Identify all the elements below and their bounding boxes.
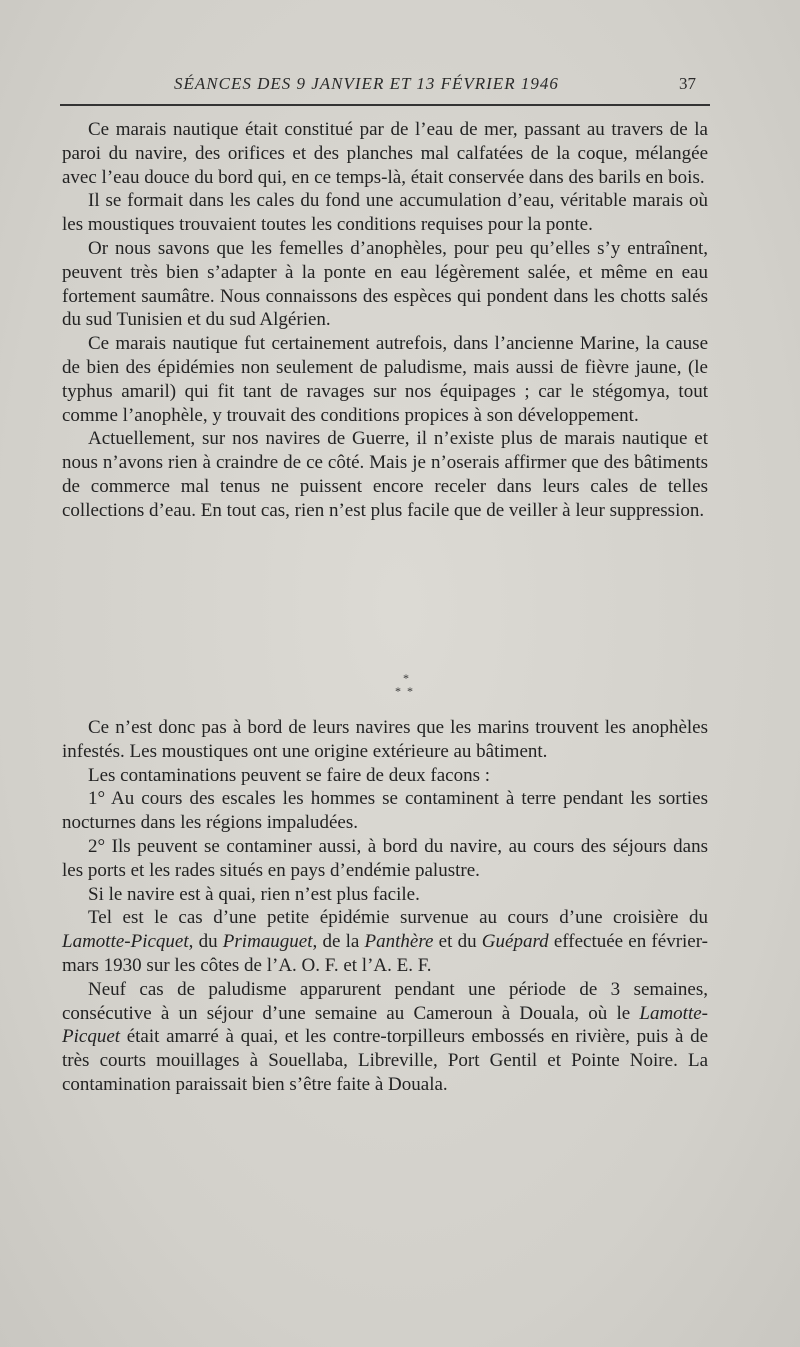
- ship-name: Lamotte-Picquet: [62, 931, 189, 953]
- paragraph: [62, 978, 708, 1097]
- paragraph: Ce marais nautique fut certainement autrefois, dans l’ancienne Marine, la cause de bien des épidémies non seulement de paludisme, mais aussi de fièvre jaune, (le typhus amaril) qui fit tant de ravages sur nos équipages ; car le stégomya, tout comme l’anophèle, y trouvait des conditions propices à son développement.: [62, 333, 708, 426]
- paragraph: Actuellement, sur nos navires de Guerre, il n’existe plus de marais nautique et nous n’avons rien à craindre de ce côté. Mais je n’oserais affirmer que des bâtiments de commerce mal tenus ne puissent encore receler dans leurs cales de telles collections d’eau. En tout cas, rien n’est plus facile que de veiller à leur suppression.: [62, 428, 708, 521]
- section-separator: [0, 672, 800, 698]
- text-run: , du: [188, 931, 223, 953]
- ship-name: Guépard: [481, 931, 549, 953]
- page-header: [60, 74, 710, 100]
- paragraph: Or nous savons que les femelles d’anophèles, pour peu qu’elles s’y entraînent, peuvent très bien s’adapter à la ponte en eau légèrement salée, et même en eau fortement saumâtre. Nous connaissons des espèces qui pondent dans les chotts salés du sud Tunisien et du sud Algérien.: [62, 237, 708, 331]
- text-block-1: [62, 118, 708, 523]
- ship-name: Lamotte-Picquet: [62, 1002, 708, 1048]
- paragraph: 1° Au cours des escales les hommes se contaminent à terre pendant les sorties nocturnes dans les régions impaludées.: [62, 788, 708, 834]
- text-run: était amarré à quai, et les contre-torpilleurs embossés en rivière, puis à de très courts mouillages à Souellaba, Libreville, Port Gentil et Pointe Noire. La contamination paraissait bien s’être faite à Douala.: [62, 1026, 708, 1095]
- page-number: 37: [679, 74, 696, 93]
- text-run: , de la: [312, 931, 365, 953]
- header-rule: [60, 104, 710, 107]
- paragraph: 2° Ils peuvent se contaminer aussi, à bord du navire, au cours des séjours dans les ports et les rades situés en pays d’endémie palustre.: [62, 835, 708, 881]
- paragraph: Ce n’est donc pas à bord de leurs navires que les marins trouvent les anophèles infestés. Les moustiques ont une origine extérieure au bâtiment.: [62, 717, 708, 762]
- text-block-2: [62, 716, 708, 1097]
- paragraph: Les contaminations peuvent se faire de deux facons :: [88, 764, 491, 786]
- ship-name: Panthère: [364, 931, 434, 953]
- paragraph: Il se formait dans les cales du fond une accumulation d’eau, véritable marais où les moustiques trouvaient toutes les conditions requises pour la ponte.: [62, 190, 708, 236]
- running-title: SÉANCES DES 9 JANVIER ET 13 FÉVRIER 1946: [174, 74, 559, 93]
- text-run: Tel est le cas d’une petite épidémie survenue au cours d’une croisière du: [88, 907, 708, 929]
- paragraph: [62, 906, 708, 977]
- paragraph: Ce marais nautique était constitué par de l’eau de mer, passant au travers de la paroi du navire, des orifices et des planches mal calfatées de la coque, mélangée avec l’eau douce du bord qui, en ce temps-là, était conservée dans des barils en bois.: [62, 119, 708, 188]
- separator-stars-bottom: **: [395, 684, 419, 698]
- text-run: Neuf cas de paludisme apparurent pendant une période de 3 semaines, consécutive à un séjour d’une semaine au Cameroun à Douala, où le: [62, 978, 708, 1024]
- text-run: effectuée en février-mars 1930 sur les côtes de l’A. O. F. et l’A. E. F.: [62, 931, 709, 976]
- text-run: et du: [433, 931, 482, 953]
- ship-name: Primauguet: [222, 931, 313, 953]
- paragraph: Si le navire est à quai, rien n’est plus facile.: [88, 883, 420, 905]
- separator-star-top: *: [403, 671, 409, 685]
